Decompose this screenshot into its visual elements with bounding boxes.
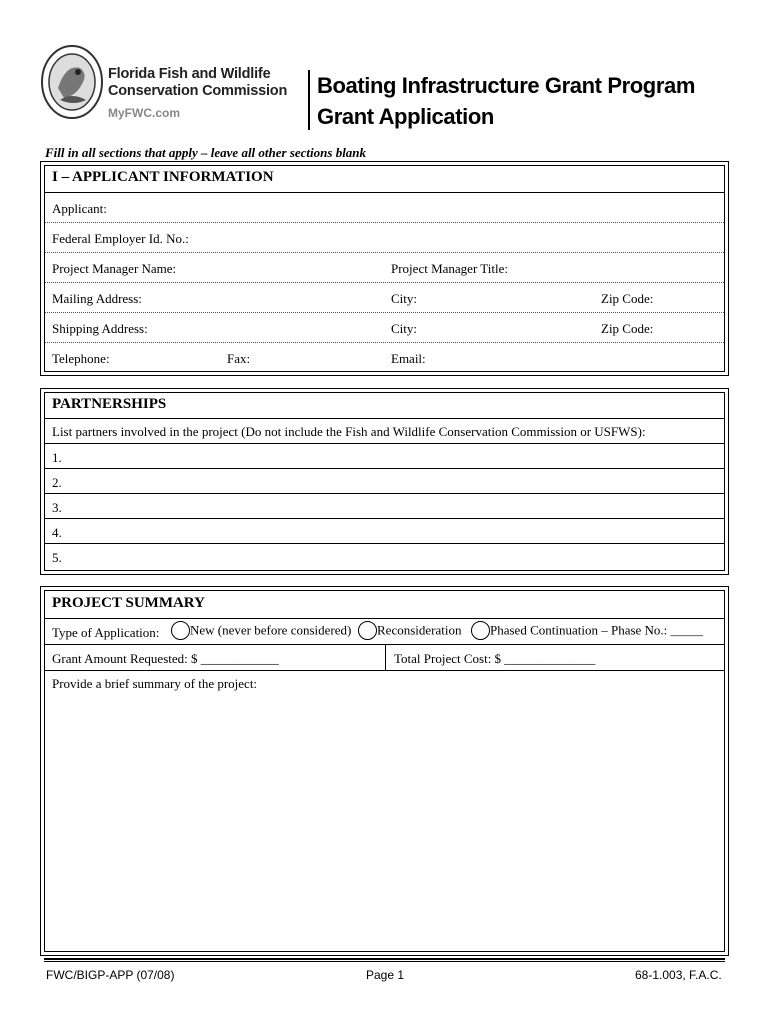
applicant-section [44, 165, 725, 372]
phased-radio[interactable] [471, 621, 490, 640]
email-label: Email: [391, 351, 426, 366]
footer-divider [44, 958, 725, 960]
page-header [40, 44, 730, 134]
cost-divider [385, 645, 386, 671]
partner-number: 5. [52, 550, 62, 565]
fein-row[interactable] [45, 223, 724, 253]
reconsideration-label: Reconsideration [377, 622, 462, 638]
partner-number: 2. [52, 475, 62, 490]
reconsideration-radio[interactable] [358, 621, 377, 640]
partnerships-instructions [45, 419, 724, 444]
page-number: Page 1 [366, 968, 405, 982]
partner-row[interactable] [45, 444, 724, 469]
mailing-zip-label: Zip Code: [601, 291, 654, 306]
header-divider [308, 70, 310, 130]
title-line2: Grant Application [317, 104, 494, 129]
shipping-zip-label: Zip Code: [601, 321, 654, 336]
mailing-row[interactable] [45, 283, 724, 313]
fwc-seal-logo [40, 44, 104, 120]
grant-amount-field[interactable]: Grant Amount Requested: $ ____________ [52, 651, 279, 666]
footer-divider-thin [44, 961, 725, 962]
phased-option[interactable] [471, 621, 703, 640]
applicant-label: Applicant: [52, 201, 107, 216]
partner-number: 4. [52, 525, 62, 540]
contact-row[interactable] [45, 343, 724, 371]
reconsideration-option[interactable] [358, 621, 461, 640]
shipping-row[interactable] [45, 313, 724, 343]
pm-name-label: Project Manager Name: [52, 261, 177, 276]
summary-textarea[interactable] [45, 671, 724, 947]
phased-label: Phased Continuation – Phase No.: _____ [490, 622, 704, 638]
new-option[interactable] [171, 621, 351, 640]
summary-prompt: Provide a brief summary of the project: [52, 676, 258, 691]
website-label: MyFWC.com [108, 106, 180, 120]
project-manager-row[interactable] [45, 253, 724, 283]
partner-number: 1. [52, 450, 62, 465]
mailing-label: Mailing Address: [52, 291, 142, 306]
partner-row[interactable] [45, 544, 724, 568]
org-name [108, 66, 287, 100]
project-summary-section [44, 590, 725, 952]
applicant-row[interactable] [45, 193, 724, 223]
mailing-city-label: City: [391, 291, 418, 306]
new-option-label: New (never before considered) [190, 622, 352, 638]
form-instructions: Fill in all sections that apply – leave all other sections blank [45, 145, 367, 160]
org-name-line1: Florida Fish and Wildlife [108, 66, 271, 82]
summary-heading: PROJECT SUMMARY [45, 591, 724, 619]
partnerships-heading: PARTNERSHIPS [45, 393, 724, 419]
partner-row[interactable] [45, 494, 724, 519]
total-cost-field[interactable]: Total Project Cost: $ ______________ [394, 651, 596, 666]
partnerships-section [44, 392, 725, 571]
fax-label: Fax: [227, 351, 251, 366]
type-label: Type of Application: [52, 625, 160, 640]
pm-title-label: Project Manager Title: [391, 261, 508, 276]
shipping-city-label: City: [391, 321, 418, 336]
application-type-row [45, 619, 724, 645]
partner-row[interactable] [45, 519, 724, 544]
rule-citation: 68-1.003, F.A.C. [635, 968, 722, 982]
partner-row[interactable] [45, 469, 724, 494]
cost-row [45, 645, 724, 671]
telephone-label: Telephone: [52, 351, 110, 366]
form-number: FWC/BIGP-APP (07/08) [46, 968, 175, 982]
applicant-heading: I – APPLICANT INFORMATION [45, 166, 724, 193]
form-title [317, 70, 695, 132]
new-radio[interactable] [171, 621, 190, 640]
partner-number: 3. [52, 500, 62, 515]
shipping-label: Shipping Address: [52, 321, 148, 336]
org-name-line2: Conservation Commission [108, 83, 288, 99]
partnerships-instructions-text: List partners involved in the project (Do not include the Fish and Wildlife Conservation Commission or USFWS): [52, 424, 646, 439]
fein-label: Federal Employer Id. No.: [52, 231, 189, 246]
title-line1: Boating Infrastructure Grant Program [317, 73, 695, 98]
